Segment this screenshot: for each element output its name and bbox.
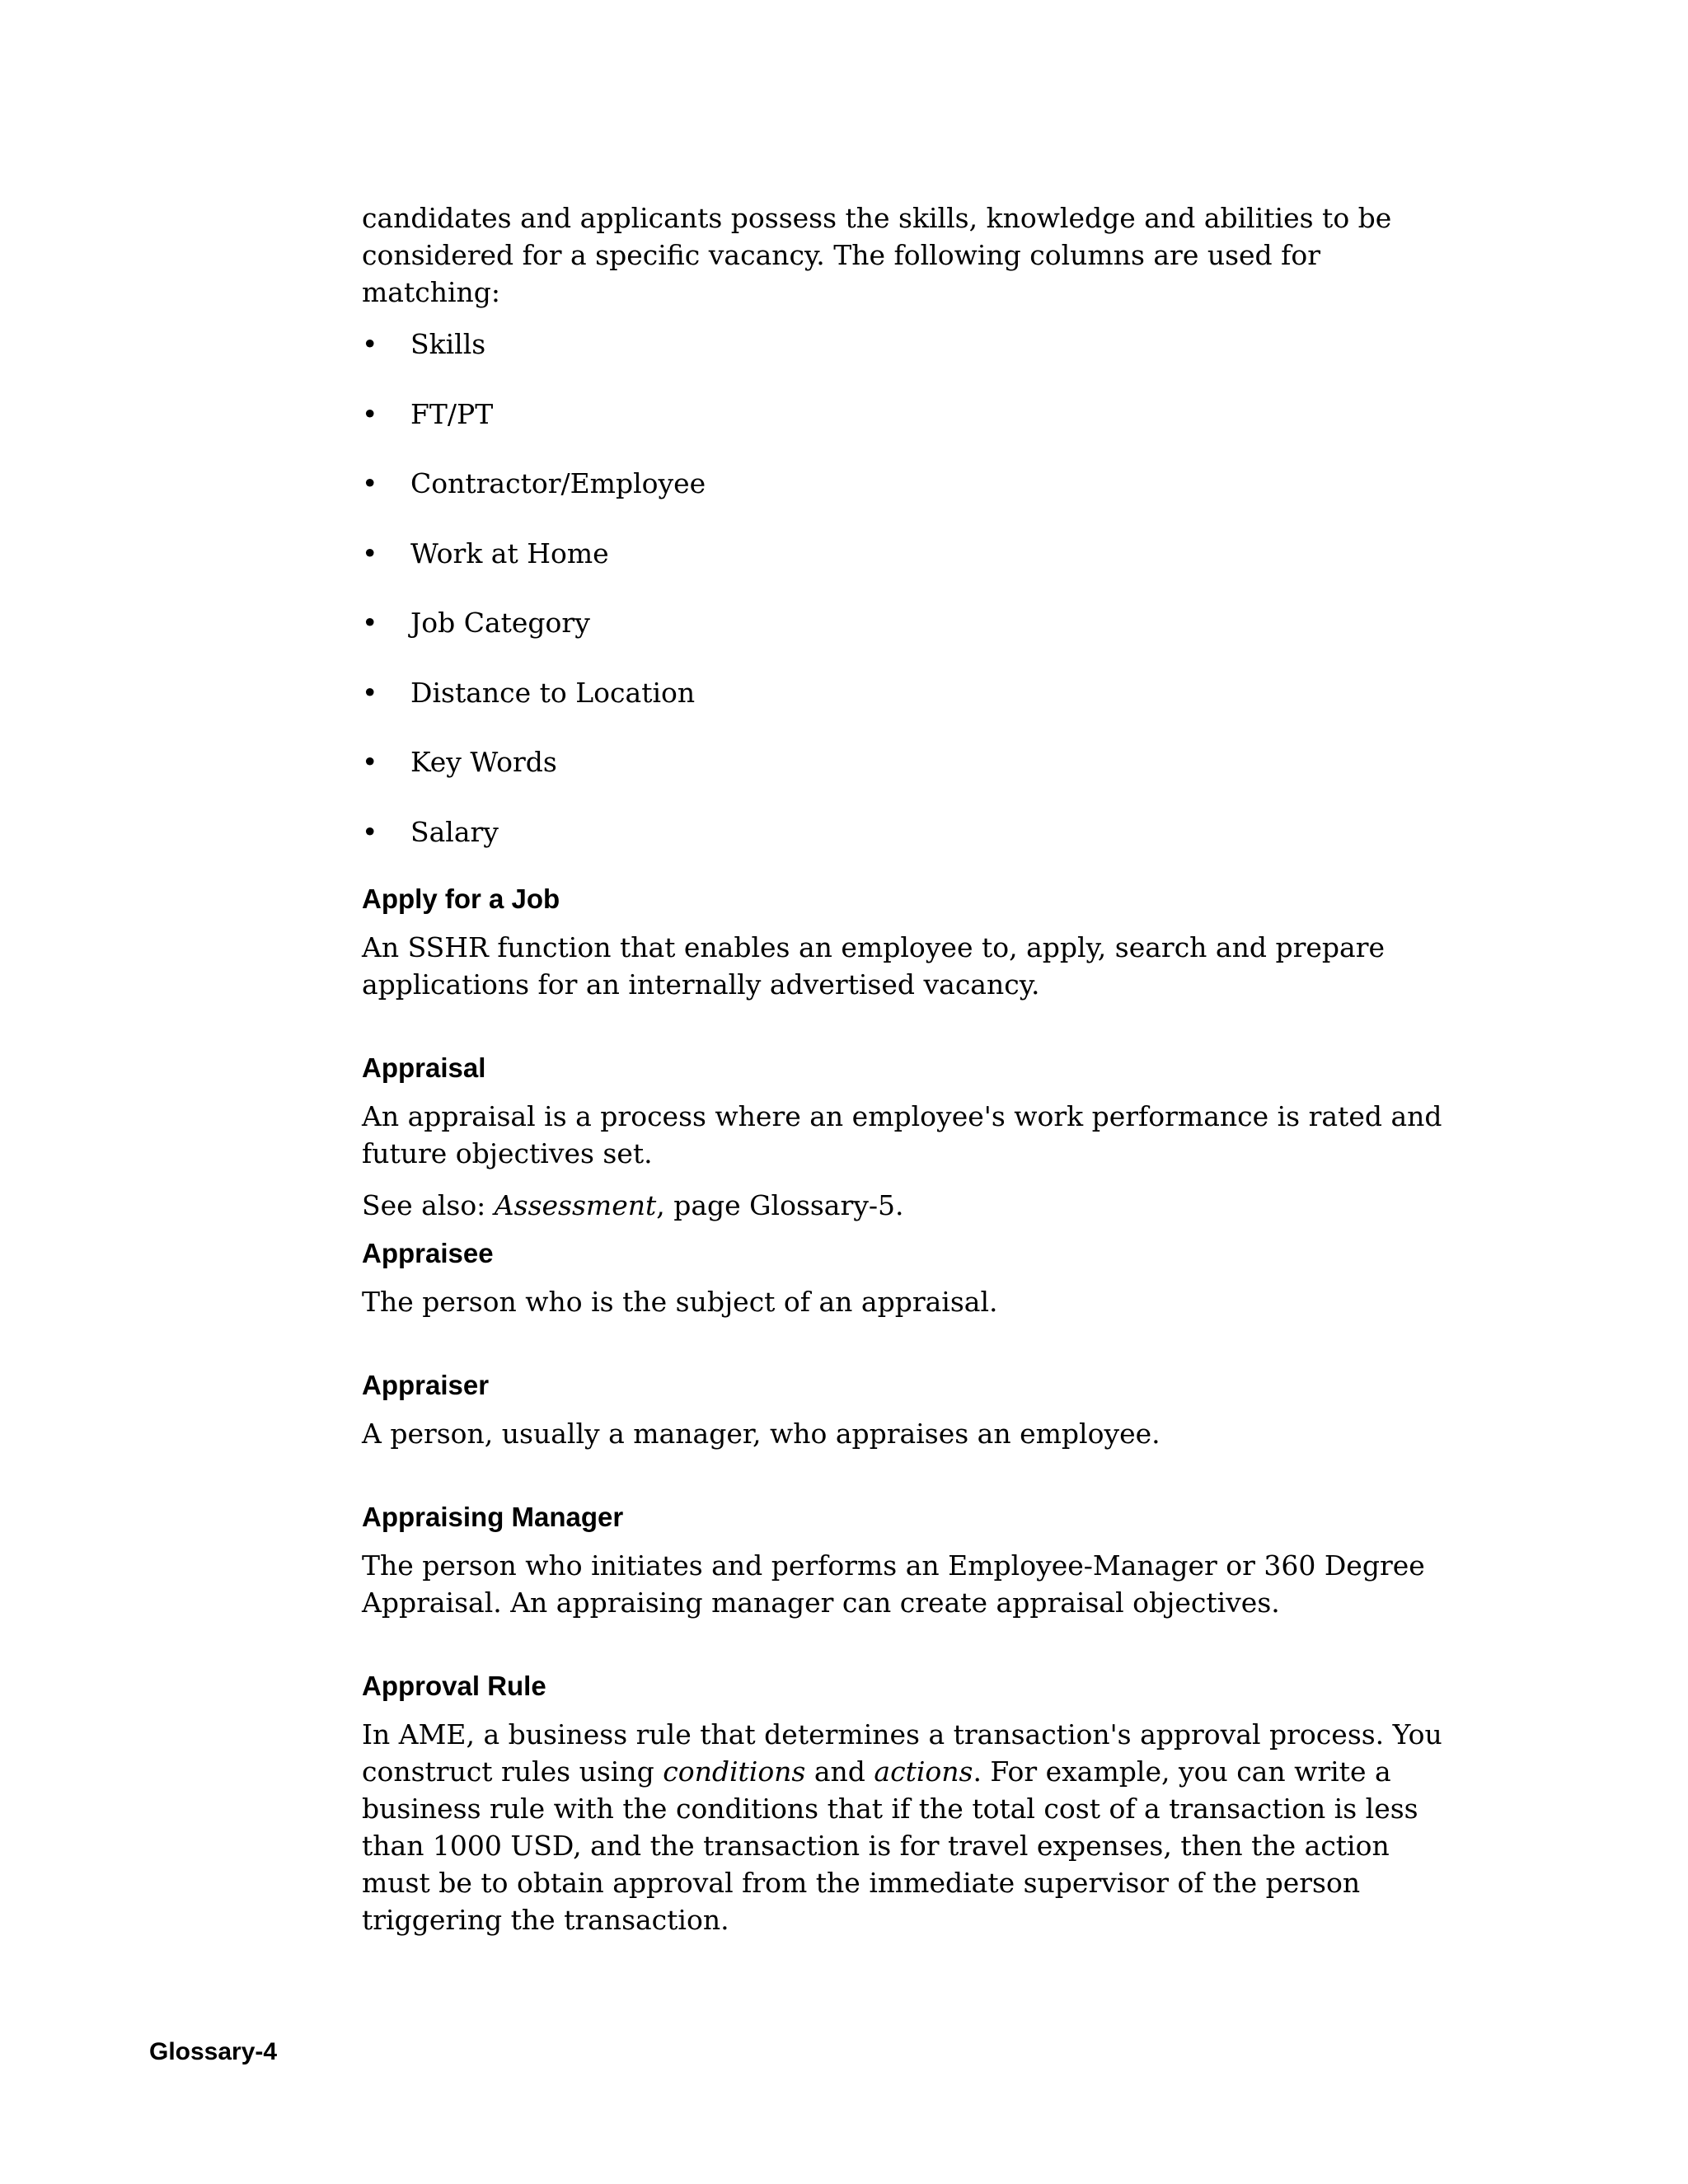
glossary-entry-apply-for-a-job xyxy=(362,883,1458,1003)
bullet-icon: • xyxy=(362,467,378,499)
list-item-label: Work at Home xyxy=(410,537,609,569)
list-item xyxy=(362,535,1458,572)
list-item xyxy=(362,813,1458,851)
glossary-entry-approval-rule xyxy=(362,1670,1458,1938)
intro-paragraph: candidates and applicants possess the skills, knowledge and abilities to be considered for a specific vacancy. The following columns are used for matching: xyxy=(362,202,1392,308)
entry-definition: The person who is the subject of an appraisal. xyxy=(362,1286,998,1318)
list-item-label: Job Category xyxy=(410,607,590,639)
entry-heading: Appraising Manager xyxy=(362,1502,624,1532)
entry-definition: An SSHR function that enables an employee to, apply, search and prepare applications for an internally advertised vacancy. xyxy=(362,931,1385,1001)
see-also-reference xyxy=(362,1187,1458,1224)
bullet-icon: • xyxy=(362,746,378,778)
see-also-prefix: See also: xyxy=(362,1189,495,1221)
entry-heading: Appraisee xyxy=(362,1238,494,1268)
page-footer-label: Glossary-4 xyxy=(149,2038,278,2065)
entry-definition: The person who initiates and performs an Employee-Manager or 360 Degree Appraisal. An appraising manager can create appraisal objectives. xyxy=(362,1549,1425,1619)
list-item-label: Contractor/Employee xyxy=(410,467,706,499)
list-item xyxy=(362,396,1458,433)
matching-columns-list xyxy=(362,326,1458,851)
definition-text: and xyxy=(805,1755,874,1788)
definition-text: . For example, you can write a business rule with the conditions that if the total cost of a transaction is less than 1000 USD, and the transaction is for travel expenses, then the action must be to obtain approval from the immediate supervisor of the person triggering the transaction. xyxy=(362,1755,1418,1936)
see-also-suffix: , page Glossary-5. xyxy=(656,1189,904,1221)
entry-definition xyxy=(362,1716,1458,1938)
glossary-entry-appraisee xyxy=(362,1237,1458,1320)
list-item-label: Distance to Location xyxy=(410,676,696,709)
list-item-label: Key Words xyxy=(410,746,557,778)
definition-emphasis-actions: actions xyxy=(874,1755,973,1788)
list-item xyxy=(362,326,1458,363)
bullet-icon: • xyxy=(362,537,378,569)
list-item-label: Salary xyxy=(410,815,499,848)
entry-heading: Appraisal xyxy=(362,1052,486,1083)
list-item xyxy=(362,604,1458,641)
entry-definition: A person, usually a manager, who appraises an employee. xyxy=(362,1418,1160,1450)
glossary-entry-appraisal xyxy=(362,1052,1458,1224)
glossary-entry-appraising-manager xyxy=(362,1501,1458,1621)
entry-definition: An appraisal is a process where an employee's work performance is rated and future objectives set. xyxy=(362,1100,1442,1169)
list-item-label: Skills xyxy=(410,328,486,360)
list-item xyxy=(362,674,1458,711)
page-content xyxy=(362,199,1458,1938)
entry-heading: Apply for a Job xyxy=(362,883,560,914)
bullet-icon: • xyxy=(362,328,378,360)
see-also-link-assessment[interactable]: Assessment xyxy=(494,1189,657,1221)
list-item xyxy=(362,465,1458,502)
glossary-entry-appraiser xyxy=(362,1369,1458,1452)
definition-emphasis-conditions: conditions xyxy=(663,1755,806,1788)
definition-text: In AME, a business rule that determines a transaction's approval process. You construct rules using xyxy=(362,1718,1442,1788)
bullet-icon: • xyxy=(362,676,378,709)
entry-heading: Appraiser xyxy=(362,1370,490,1400)
list-item-label: FT/PT xyxy=(410,397,494,430)
bullet-icon: • xyxy=(362,815,378,848)
entry-heading: Approval Rule xyxy=(362,1671,546,1701)
list-item xyxy=(362,743,1458,780)
bullet-icon: • xyxy=(362,397,378,430)
bullet-icon: • xyxy=(362,607,378,639)
